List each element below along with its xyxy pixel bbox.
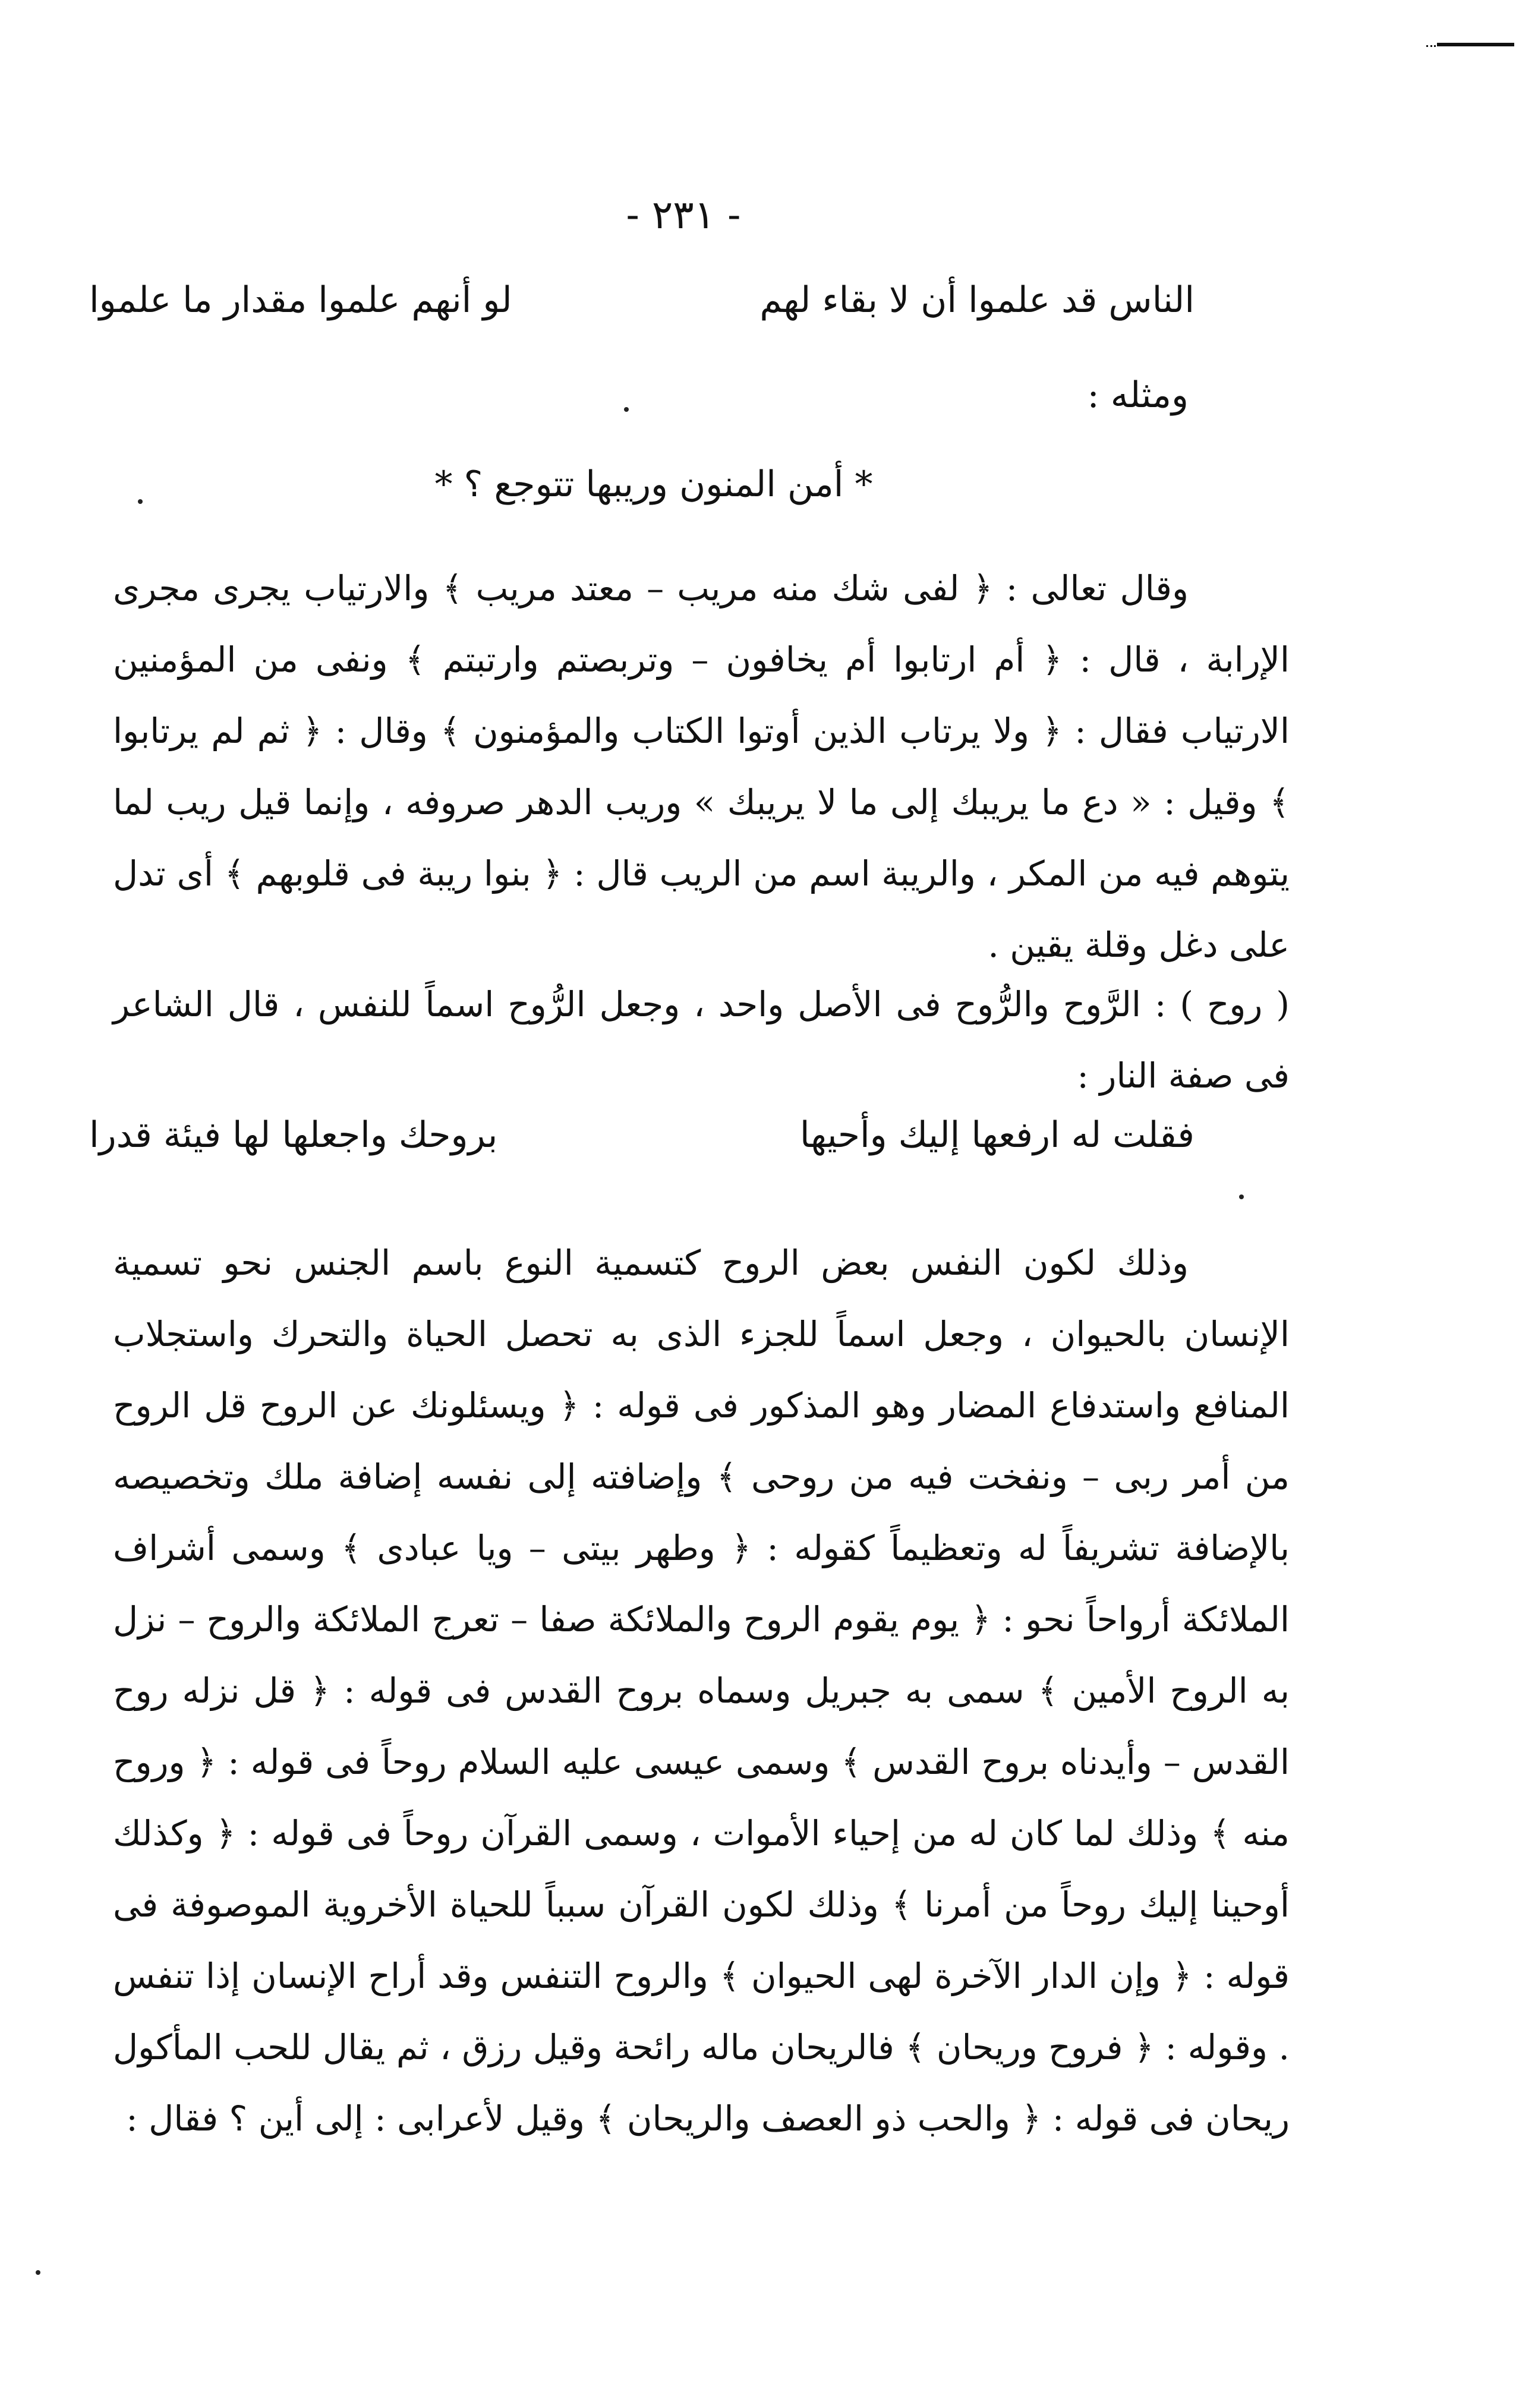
scan-corner-dots bbox=[1426, 45, 1436, 49]
scan-speck bbox=[138, 499, 143, 504]
mithluh-label: ومثله : bbox=[1087, 374, 1189, 416]
paragraph-ruh-entry: ( روح ) : الرَّوح والرُّوح فى الأصل واحد ، وجعل الرُّوح اسماً للنفس ، قال الشاعر فى صفة النار : bbox=[113, 984, 1290, 1096]
verse-second-hemistich: لو أنهم علموا مقدار ما علموا bbox=[89, 279, 512, 321]
paragraph-irtiyab: وقال تعالى : ﴿ لفى شك منه مريب – معتد مريب ﴾ والارتياب يجرى مجرى الإرابة ، قال : ﴿ أم ارتابوا أم يخافون – وتربصتم وارتبتم ﴾ ونفى من المؤمنين الارتياب فقال : ﴿ ولا يرتاب الذين أوتوا الكتاب والمؤمنون ﴾ وقال : ﴿ ثم لم يرتابوا ﴾ وقيل : « دع ما يريبك إلى ما لا يريبك » وريب الدهر صروفه ، وإنما قيل ريب لما يتوهم فيه من المكر ، والريبة اسم من الريب قال : ﴿ بنوا ريبة فى قلوبهم ﴾ أى تدل على دغل وقلة يقين . bbox=[113, 568, 1290, 965]
scan-speck bbox=[624, 407, 629, 412]
poetry-verse bbox=[89, 267, 1195, 333]
scan-corner-rule bbox=[1437, 43, 1514, 46]
paragraph-ruh-explanation: وذلك لكون النفس بعض الروح كتسمية النوع باسم الجنس نحو تسمية الإنسان بالحيوان ، وجعل اسماً للجزء الذى به تحصل الحياة والتحرك واستجلاب المنافع واستدفاع المضار وهو المذكور فى قوله : ﴿ ويسئلونك عن الروح قل الروح من أمر ربى – ونفخت فيه من روحى ﴾ وإضافته إلى نفسه إضافة ملك وتخصيصه بالإضافة تشريفاً له وتعظيماً كقوله : ﴿ وطهر بيتى – ويا عبادى ﴾ وسمى أشراف الملائكة أرواحاً نحو : ﴿ يوم يقوم الروح والملائكة صفا – تعرج الملائكة والروح – نزل به الروح الأمين ﴾ سمى به جبريل وسماه بروح القدس فى قوله : ﴿ قل نزله روح القدس – وأيدناه بروح القدس ﴾ وسمى عيسى عليه السلام روحاً فى قوله : ﴿ وروح منه ﴾ وذلك لما كان له من إحياء الأموات ، وسمى القرآن روحاً فى قوله : ﴿ وكذلك أوحينا إليك روحاً من أمرنا ﴾ وذلك لكون القرآن سبباً للحياة الأخروية الموصوفة فى قوله : ﴿ وإن الدار الآخرة لهى الحيوان ﴾ والروح التنفس وقد أراح الإنسان إذا تنفس . وقوله : ﴿ فروح وريحان ﴾ فالريحان ماله رائحة وقيل رزق ، ثم يقال للحب المأكول ريحان فى قوله : ﴿ والحب ذو العصف والريحان ﴾ وقيل لأعرابى : إلى أين ؟ فقال : bbox=[113, 1243, 1290, 2139]
verse-first-hemistich: فقلت له ارفعها إليك وأحيها bbox=[799, 1114, 1195, 1156]
verse-first-hemistich: الناس قد علموا أن لا بقاء لهم bbox=[759, 279, 1195, 321]
page-number: - ٢٣١ - bbox=[626, 192, 741, 238]
scan-speck bbox=[36, 2270, 40, 2275]
verse-second-hemistich: بروحك واجعلها لها فيئة قدرا bbox=[89, 1114, 498, 1156]
scan-speck bbox=[1239, 1194, 1244, 1199]
poetry-verse bbox=[89, 1102, 1195, 1168]
half-verse-quote: * أمن المنون وريبها تتوجع ؟ * bbox=[434, 464, 873, 505]
